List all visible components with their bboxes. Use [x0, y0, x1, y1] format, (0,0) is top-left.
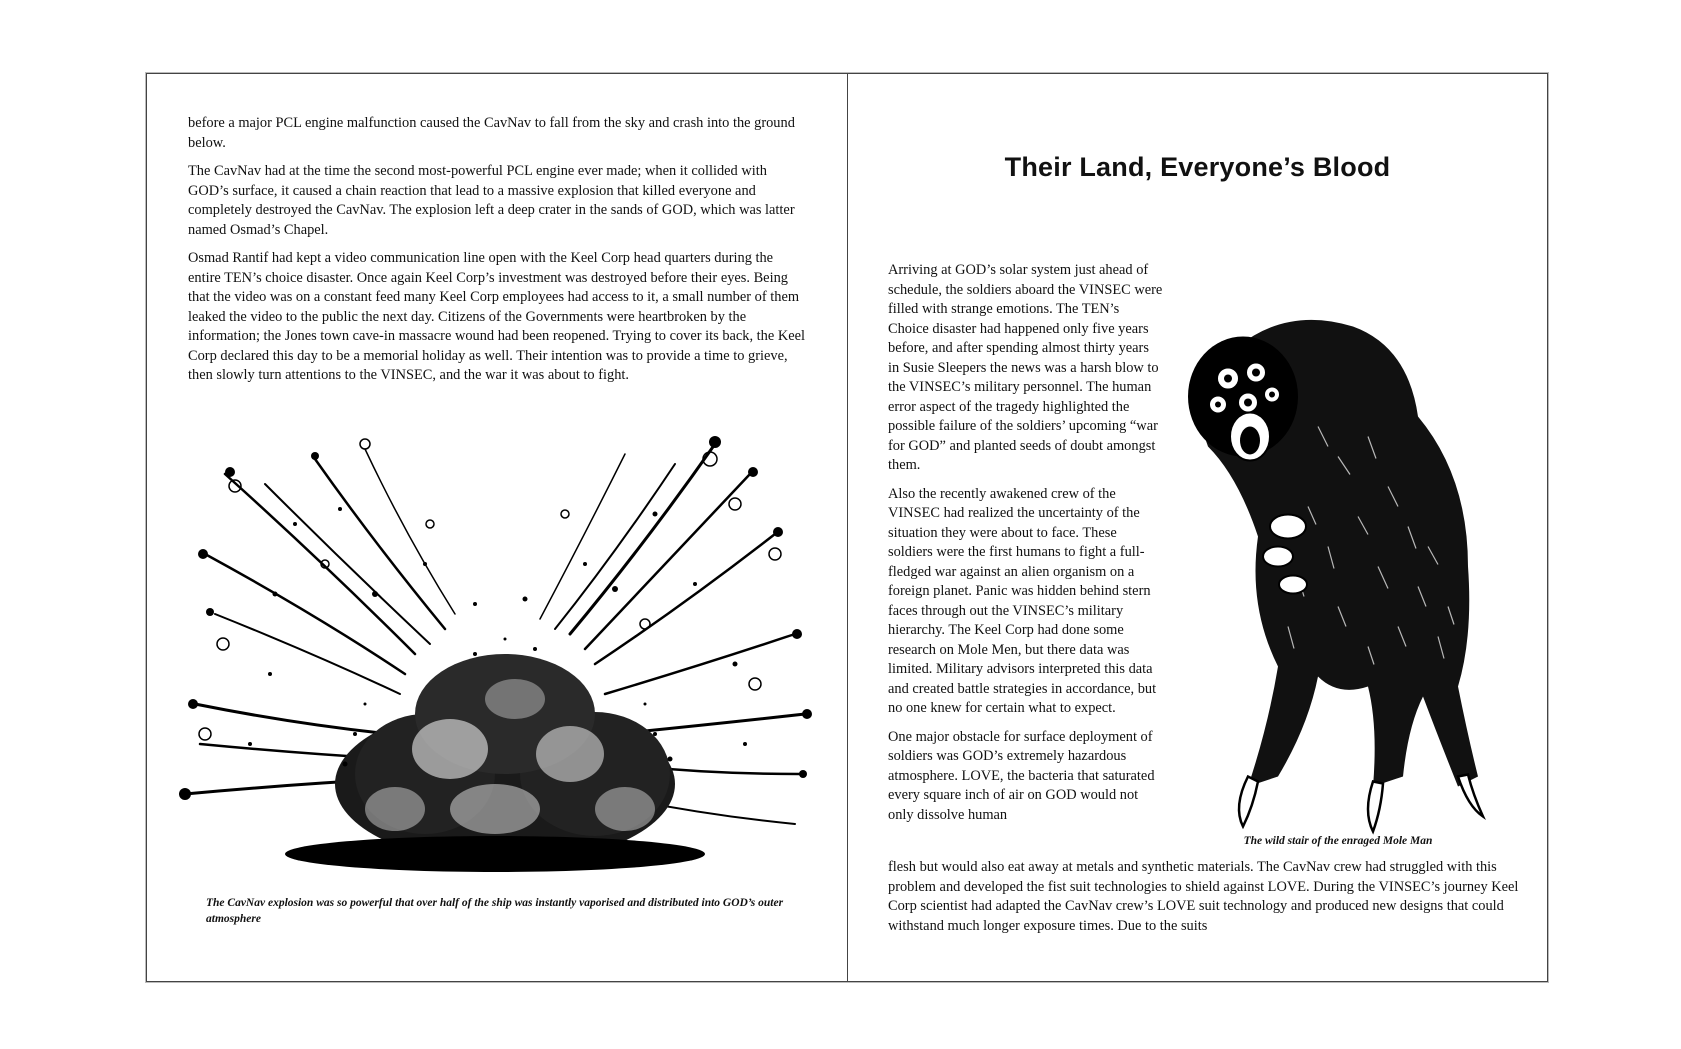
paragraph: One major obstacle for surface deployment of soldiers was GOD’s extremely hazardous atmosphere. LOVE, the bacteria that saturated every square inch of air on GOD would not only dissolve human — [888, 728, 1155, 823]
book-spread — [146, 73, 1548, 982]
mole-man-illustration — [1168, 274, 1508, 899]
paragraph: The CavNav had at the time the second most-powerful PCL engine ever made; when it collided with GOD’s surface, it caused a chain reaction that lead to a massive explosion that killed everyone and completely destroyed the CavNav. The explosion left a deep crater in the sands of GOD, which was latter named Osmad’s Chapel. — [188, 163, 795, 238]
left-body-text — [188, 114, 808, 395]
explosion-caption: The CavNav explosion was so powerful that over half of the ship was instantly vaporised and distributed into GOD’s outer atmosphere — [206, 897, 784, 925]
paragraph: before a major PCL engine malfunction caused the CavNav to fall from the sky and crash into the ground below. — [188, 115, 795, 151]
paragraph: flesh but would also eat away at metals and synthetic materials. The CavNav crew had struggled with this problem and developed the fist suit technologies to shield against LOVE. During the VINSEC’s journey Keel Corp scientist had adapted the CavNav crew’s LOVE suit technology and produced new designs that could withstand much longer exposure times. Due to the suits — [888, 859, 1519, 934]
paragraph: Arriving at GOD’s solar system just ahead of schedule, the soldiers aboard the VINSEC were filled with strange emotions. The TEN’s Choice disaster had happened only five years before, and after spending almost thirty years in Susie Sleepers the news was a harsh blow to the VINSEC’s military personnel. The human error aspect of the tragedy highlighted the possible failure of the soldiers’ upcoming “war for GOD” and planted seeds of doubt amongst them. — [888, 262, 1163, 473]
chapter-heading: Their Land, Everyone’s Blood — [1004, 152, 1391, 182]
right-column-text — [888, 261, 1163, 834]
mole-man-caption: The wild stair of the enraged Mole Man — [1243, 835, 1433, 847]
right-page — [848, 74, 1547, 981]
paragraph: Also the recently awakened crew of the VINSEC had realized the uncertainty of the situation they were about to face. These soldiers were the first humans to fight a full-fledged war against an alien organism on a foreign planet. Panic was hidden behind stern faces through out the VINSEC’s military hierarchy. The Keel Corp had done some research on Mole Men, but there data was limited. Military advisors interpreted this data and created battle strategies in accordance, but no one knew for certain what to expect. — [888, 485, 1157, 716]
paragraph: Osmad Rantif had kept a video communication line open with the Keel Corp head quarters during the entire TEN’s choice disaster. Once again Keel Corp’s investment was destroyed before their eyes. Being that the video was on a constant feed many Keel Corp employees had access to it, a small number of them leaked the video to the public the next day. Citizens of the Governments were heartbroken by the information; the Jones town cave-in massacre wound had been reopened. Trying to cover its back, the Keel Corp declared this day to be a memorial holiday as well. Their intention was to provide a time to grieve, then slowly turn attentions to the VINSEC, and the war it was about to fight. — [188, 250, 806, 383]
explosion-illustration — [175, 414, 815, 884]
right-full-width-text — [888, 858, 1528, 945]
left-page — [147, 74, 847, 981]
